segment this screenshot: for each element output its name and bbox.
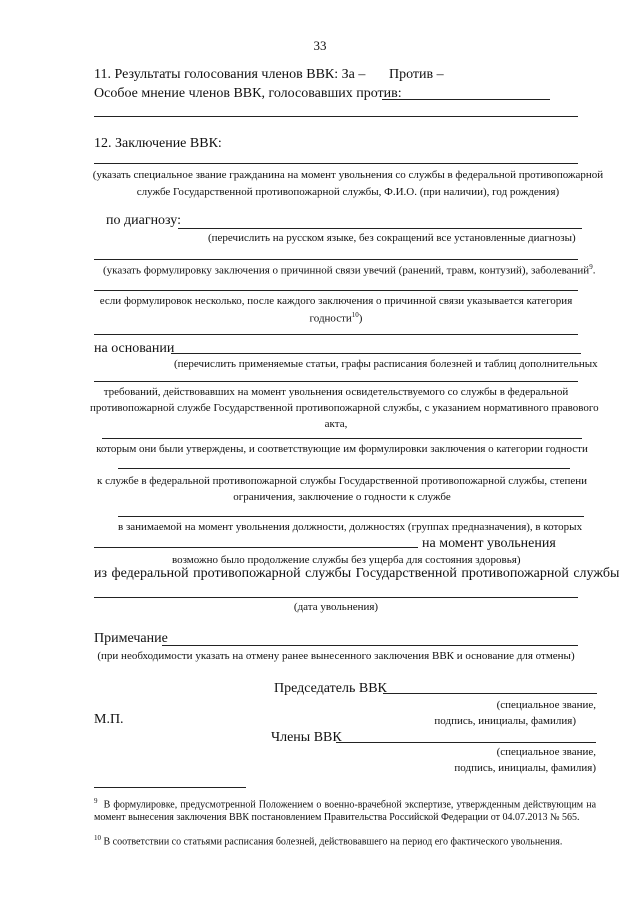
position-field-line	[118, 516, 584, 517]
hint-note: (при необходимости указать на отмену ранее вынесенного заключения ВВК и основание для отмены)	[97, 650, 575, 662]
hint-possible: возможно было продолжение службы без ущерба для состояния здоровья)	[172, 554, 521, 566]
hint-basis-line-2: требований, действовавших на момент увольнения освидетельствуемого со службы в федеральной	[103, 386, 569, 398]
chairman-signature-line	[383, 693, 597, 694]
members-label: Члены ВВК	[271, 730, 342, 745]
conclusion-title: 12. Заключение ВВК:	[94, 136, 222, 151]
note-label: Примечание	[94, 631, 168, 646]
from-service-text: из федеральной противопожарной службы Государственной противопожарной службы	[94, 566, 620, 581]
footnote-10: $^{10}$ В соответствии со статьями расписания болезней, действовавшего на период его фактического увольнения.	[94, 834, 563, 848]
chairman-hint-1: (специальное звание,	[496, 699, 596, 711]
diagnosis-label: по диагнозу:	[106, 213, 181, 228]
seal-place: М.П.	[94, 712, 124, 727]
hint-person-line-1: (указать специальное звание гражданина на момент увольнения со службы в федеральной противопожарной	[92, 169, 604, 181]
chairman-hint-2: подпись, инициалы, фамилия)	[434, 715, 576, 727]
dissent-field-line-2	[94, 116, 578, 117]
basis-top-line	[94, 334, 578, 335]
hint-multi-line-2: годности$^{10}$)	[309, 311, 363, 325]
hint-fitness-line-2: ограничения, заключение о годности к службе	[233, 491, 451, 503]
diagnosis-field-line	[178, 228, 582, 229]
moment-label: на момент увольнения	[422, 536, 556, 551]
hint-multi-line-1: если формулировок несколько, после каждого заключения о причинной связи указывается категория	[99, 295, 573, 307]
hint-diagnosis: (перечислить на русском языке, без сокращений все установленные диагнозы)	[208, 232, 576, 244]
footnote-9: $^9$ В формулировке, предусмотренной Положением о военно-врачебной экспертизе, утвержденным действующим на момент вынесения заключения ВВК постановлением Правительства Российской Федерации от 04.07.2013 № 565.	[94, 797, 597, 824]
dissent-field-line	[382, 99, 550, 100]
footnote-separator	[94, 787, 246, 788]
basis-field-line-2	[94, 381, 578, 382]
voting-results-label: 11. Результаты голосования членов ВВК: За –	[94, 67, 366, 82]
hint-fitness-line-1: к службе в федеральной противопожарной службы Государственной противопожарной службы, степени	[96, 475, 587, 487]
members-signature-line	[336, 742, 596, 743]
cause-field-line	[94, 259, 578, 260]
basis-label: на основании	[94, 341, 175, 356]
members-hint-1: (специальное звание,	[496, 746, 596, 758]
members-hint-2: подпись, инициалы, фамилия)	[454, 762, 596, 774]
hint-position: в занимаемой на момент увольнения должности, должностях (группах предназначения), в которых	[118, 521, 583, 533]
fitness-field-line	[118, 468, 570, 469]
person-field-line	[94, 163, 578, 164]
multi-field-line	[94, 290, 578, 291]
hint-basis-line-5: которым они были утверждены, и соответствующие им формулировки заключения о категории годности	[96, 443, 588, 455]
page-number: 33	[313, 38, 327, 53]
hint-basis-line-1: (перечислить применяемые статьи, графы расписания болезней и таблиц дополнительных	[174, 358, 598, 370]
chairman-label: Председатель ВВК	[274, 681, 387, 696]
basis-field-line	[171, 353, 581, 354]
hint-date: (дата увольнения)	[293, 601, 379, 613]
dissent-label: Особое мнение членов ВВК, голосовавших против:	[94, 86, 402, 101]
hint-cause: (указать формулировку заключения о причинной связи увечий (ранений, травм, контузий), заболеваний$^9$.	[103, 263, 596, 277]
against-label: Против –	[389, 67, 444, 82]
note-field-line	[162, 645, 578, 646]
hint-basis-line-3: противопожарной службе Государственной противопожарной службы, с указанием нормативного правового	[90, 402, 599, 414]
moment-field-line	[94, 547, 418, 548]
hint-person-line-2: службе Государственной противопожарной службы, Ф.И.О. (при наличии), год рождения)	[136, 186, 560, 198]
approval-field-line	[102, 438, 582, 439]
hint-basis-line-4: акта,	[324, 418, 348, 430]
date-field-line	[94, 597, 578, 598]
